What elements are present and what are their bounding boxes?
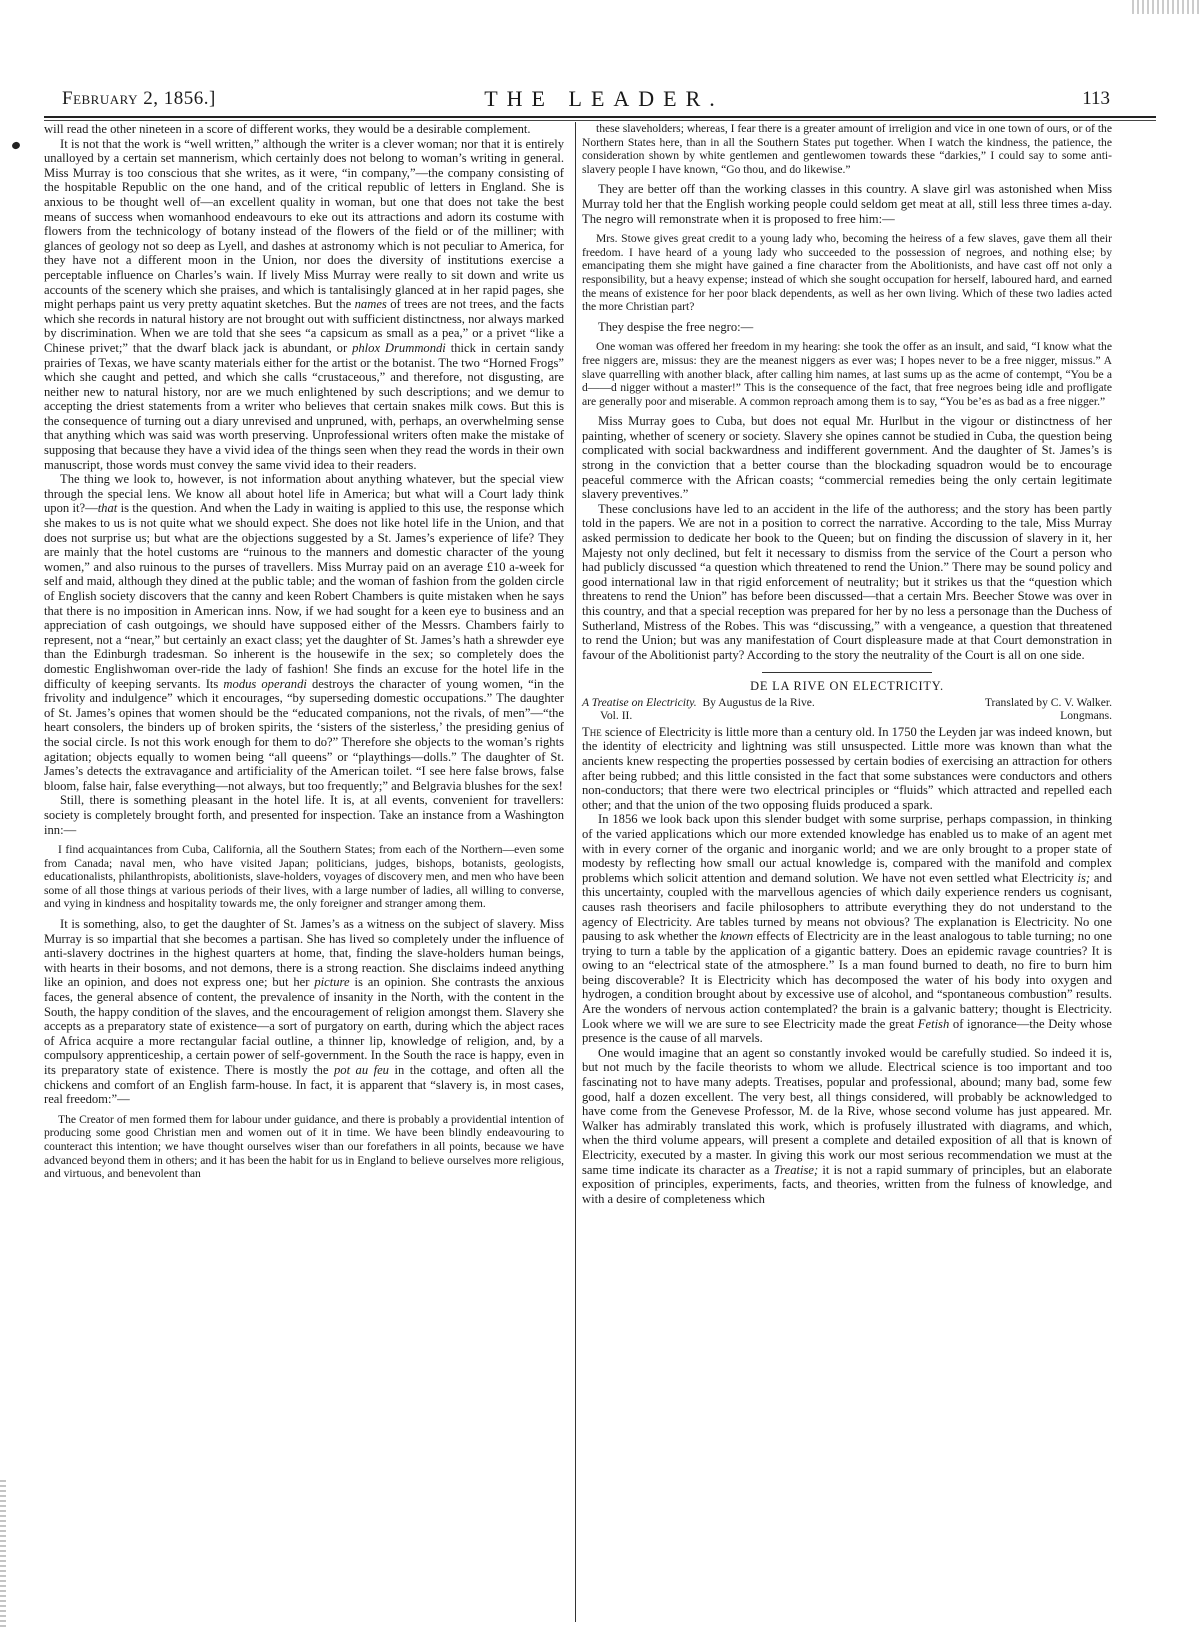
page-number: 113	[1082, 88, 1110, 109]
book-volume: Vol. II.	[600, 709, 633, 723]
book-author: By Augustus de la Rive.	[702, 695, 815, 709]
left-column	[44, 122, 564, 1187]
block-quote: I find acquaintances from Cuba, California, all the Southern States; from each of the Northern—even some from Canada; naval men, who have visited Japan; politicians, judges, bishops, botanists, geologists, educationalists, philanthropists, abolitionists, slave-holders, voyages of discovery men, and men who have been some of all those things at various periods of their lives, with a large number of ladies, all willing to converse, and vying in kindness and hospitality towards me, the only foreigner and stranger among them.	[44, 843, 564, 911]
paragraph: They despise the free negro:—	[598, 319, 754, 334]
issue-date: February 2, 1856.]	[62, 88, 216, 109]
block-quote: The Creator of men formed them for labour under guidance, and there is probably a providential intention of producing some good Christian men and women out of it in time. We have been blindly endeavouring to counteract this intention; we have thought ourselves wiser than our forefathers in all points, because we have advanced beyond them in others; and it has been the habit for us in England to believe ourselves more religious, and virtuous, and benevolent than	[44, 1112, 564, 1181]
block-quote: One woman was offered her freedom in my hearing: she took the offer as an insult, and said, “I know what the free niggers are, missus: they are the meanest niggers as ever was; I hopes never to be a free nigger, missus.” A slave quarrelling with another black, after calling him names, at last sums up as the acme of contempt, “You be a d——d nigger without a master!” This is the consequence of the fact, that free negroes being idle and profligate are generally poor and miserable. A common reproach among them is to say, “You be’es as bad as a free nigger.”	[582, 340, 1112, 408]
publication-title: THE LEADER.	[484, 86, 724, 111]
article-heading: DE LA RIVE ON ELECTRICITY.	[750, 679, 944, 694]
right-column	[582, 122, 1112, 1206]
paragraph: One would imagine that an agent so constantly invoked would be carefully studied. So indeed it is, but not much by the facile theorists to whom we allude. Electrical science is too important and too fascinating not to have many adepts. Treatises, popular and professional, abound; many bad, some few good, half a dozen excellent. The very best, all things considered, will probably be acknowledged to have come from the Genevese Professor, M. de la Rive, whose second volume has just appeared. Mr. Walker has admirably translated this work, which is profusely illustrated with diagrams, and which, when the third volume appears, will present a complete and detailed exposition of all that is known of Electricity, executed by a master. In giving this work our most serious recommendation we must at the same time indicate its character as a Treatise; it is not a rapid summary of principles, but an elaborate exposition of principles, experiments, facts, and theories, written from the fulness of knowledge, and with a desire of completeness which	[582, 1045, 1112, 1206]
paragraph: It is something, also, to get the daughter of St. James’s as a witness on the subject of slavery. Miss Murray is so impartial that she becomes a partisan. She has lived so completely under the influence of anti-slavery doctrines in the highest quarters at home, that, finding the slave-holders human beings, with hearts in their bosoms, and not demons, there is a strong reaction. She disclaims indeed anything like an opinion, and does not express one; but her picture is an opinion. She contrasts the anxious faces, the general absence of content, the prevalence of insanity in the North, with the content in the South, the happy condition of the slaves, and the encouragement of religion amongst them. Slavery she accepts as a preparatory state of existence—a sort of purgatory on earth, during which the abject races of Africa acquire a more rectangular facial outline, a thinner lip, knowledge of religion, and, by a compulsory apprenticeship, a certain power of self-government. In the South the race is happy, even in its preparatory state of existence. There is mostly the pot au feu in the cottage, and often all the chickens and comfort of an English farm-house. In fact, it is apparent that “slavery is, in most cases, real freedom:”—	[44, 917, 565, 1107]
paragraph: It is not that the work is “well written,” although the writer is a clever woman; nor that it is entirely unalloyed by a certain set mannerism, which certainly does not belong to woman’s writing in general. Miss Murray is too conscious that she writes, as it were, “in company,”—the company consisting of the hospitable Republic on the one hand, and of the critical republic of letters in England. She is anxious to be thought well of—an excellent quality in woman, but one that does not take the best means of success when womanhood endeavours to eke out its attractions and adorn its costume with flowers from the technicology of botany instead of the flowers of the field or of the milliner; with glances of geology not so deep as Lyell, and dashes at astronomy which is not peculiar to America, for they have not a different moon in the Union, nor does the diversity of institutions exercise a perceptable influence on Charles’s wain. If lively Miss Murray were really to sit down and write us accounts of the scenery which she praises, and which is tantalisingly glanced at in her rapid pages, she might perhaps paint us very pretty aquatint sketches. But the names of trees are not trees, and the facts which she records in natural history are not brought out with sufficient distinctness, nor always marked by discrimination. When we are told that she sees “a capsicum as small as a pea,” or a privet “like a Chinese privet;” that the dwarf black jack is abundant, or phlox Drummondi thick in certain sandy prairies of Texas, we have scanty materials either for the artist or the botanist. The two “Horned Frogs” which she caught and petted, and which she calls “crustaceous,” and therefore, not disgusting, are neither new to natural history, nor are we much enlightened by such descriptions; and we demur to accepting the driest statements from a writer who believes that certain snakes milk cows. But this is the consequence of turning out a diary unrevised and unpruned, with, perhaps, an overwhelming sense that anything which was said was worth preserving. Unprofessional writers often make the mistake of supposing that because they have a vivid idea of the things seen when they read the words in their own manuscript, those words must convey the same vivid idea to their readers.	[44, 136, 565, 472]
block-quote-continued: these slaveholders; whereas, I fear there is a greater amount of irreligion and vice in one town of ours, or of the Northern States here, than in all the Southern States put together. When I watch the kindness, the patience, the consideration shown by white gentlemen and gentlewomen towards these “darkies,” I could say to some anti-slavery people I have known, “Go thou, and do likewise.”	[582, 122, 1112, 176]
scan-edge-artifact	[0, 1480, 6, 1630]
paragraph: They are better off than the working classes in this country. A slave girl was astonished when Miss Murray told her that the English working people could seldom get meat at all, still less three times a-day. The negro will remonstrate when it is proposed to free him:—	[582, 182, 1112, 226]
paragraph: In 1856 we look back upon this slender budget with some surprise, perhaps compassion, in thinking of the varied applications which our more extended knowledge has enabled us to make of an agent met with in every corner of the organic and inorganic world; and we are only brought to a proper state of modesty by reflecting how small our actual knowledge is, compared with the manifold and complex problems which solicit attention and demand solution. We have not even settled what Electricity is; and this uncertainty, coupled with the marvellous agencies of which daily experience renders us cognisant, causes rash theorisers and facile philosophers to attribute everything they do not understand to the agency of Electricity. Are tables turned by means not obvious? The explanation is Electricity. No one pausing to ask whether the known effects of Electricity are in the least analogous to table turning; no one trying to turn a table by the application of a gigantic battery. Does an epidemic ravage countries? It is owing to an “electrical state of the atmosphere.” Is a man found burned to death, no fire to burn him being discoverable? It is Electricity which has decomposed the water of his body into oxygen and hydrogen, a condition brought about by excessive use of alcohol, and “spontaneous combustion” results. Are the wonders of nervous action contemplated? the brain is a galvanic battery; thought is Electricity. Look where we will we are sure to see Electricity made the great Fetish of ignorance—the Deity whose presence is the cause of all marvels.	[582, 812, 1113, 1046]
book-citation	[582, 696, 1112, 723]
column-divider	[575, 122, 576, 1622]
paragraph: These conclusions have led to an accident in the life of the authoress; and the story has been partly told in the papers. We are not in a position to correct the narrative. According to the tale, Miss Murray asked permission to dedicate her book to the Queen; but on finding the discussion of slavery in it, her Majesty not only declined, but felt it necessary to dismiss from the service of the Court a person who had publicly discussed “a question which threatened to rend the Union.” There may be sound policy and good international law in that rigid enforcement of neutrality; but it strikes us that the “question which threatens to rend the Union” has before been discussed—that a certain Mrs. Beecher Stowe was over in this country, and that a special reception was prepared for her by no less a personage than the Duchess of Sutherland, Mistress of the Robes. This was “discussing,” with a vengeance, a question that threatened to rend the Union; but was any manifestation of Court displeasure made at that Court demonstration in favour of the Abolitionist party? According to the story the neutrality of the Court is all on one side.	[582, 501, 1112, 662]
paragraph: will read the other nineteen in a score of different works, they would be a desirable complement.	[44, 122, 531, 136]
paragraph: Still, there is something pleasant in the hotel life. It is, at all events, convenient for travellers: society is completely brought forth, and presented for inspection. Take an instance from a Washington inn:—	[44, 793, 564, 837]
book-title: A Treatise on Electricity.	[582, 695, 697, 709]
ink-blot-mark	[11, 141, 21, 150]
paragraph: The science of Electricity is little more than a century old. In 1750 the Leyden jar was indeed known, but the identity of electricity and lightning was still unsuspected. Little more was known than what the ancients knew respecting the properties possessed by certain bodies of exercising an attraction for others after being rubbed; and this little consisted in the fact that some substances were conductors and others non-conductors; that there were two electrical principles or “fluids” which attracted and repelled each other; and that the union of the two opposing fluids produced a spark.	[582, 724, 1112, 812]
block-quote: Mrs. Stowe gives great credit to a young lady who, becoming the heiress of a few slaves, gave them all their freedom. I have heard of a young lady who succeeded to the possession of negroes, and nothing else; by emancipating them she might have gained a fine character from the Abolitionists, and have cast off not only a responsibility, but a heavy expense; instead of which she sought occupation for herself, laboured hard, and earned the means of existence for her poor black dependents, as well as her own living. Which of these two ladies acted the more Christian part?	[582, 232, 1112, 314]
book-translator: Translated by C. V. Walker.	[984, 695, 1112, 709]
book-publisher: Longmans.	[1060, 709, 1112, 723]
masthead	[44, 86, 1164, 116]
paragraph: The thing we look to, however, is not information about anything whatever, but the special view through the special lens. We know all about hotel life in America; but what will a Court lady think upon it?—that is the question. And when the Lady in waiting is applied to this use, the response which she makes to us is not quite what we should expect. She does not like hotel life in the Union, and that does not surprise us; but what are the objections suggested by a St. James’s experience of life? They are mainly that the hotel customs are “ruinous to the manners and domestic character of the young women,” and also ruinous to the purses of travellers. Miss Murray paid on an average £10 a-week for self and maid, although they dined at the public table; and the woman of fashion from the golden circle of English society discovers that the canny and keen Robert Chambers is quite mistaken when he says that there is no imposition in American inns. Now, if we had sought for a keen eye to business and an appreciation of cash outgoings, we should have supposed either of the Messrs. Chambers fairly to represent, not a “near,” but certainly an exact class; yet the daughter of St. James’s hath a shrewder eye than the Edinburgh tradesman. So inherent is the housewife in the sex; so completely does the domestic Englishwoman over-ride the lady of fashion! She finds an excuse for the hotel life in the difficulty of keeping servants. Its modus operandi destroys the character of young women, “in the frivolity and indulgence” which it encourages, “by superseding domestic occupations.” The daughter of St. James’s opines that women should be the “educated companions, not the rivals, of men”—“the heart consolers, the binders up of broken spirits, the ‘sisters of the sisterless,’ the presiding genius of the social circle. Is not this work enough for them to do?” Therefore she objects to the woman’s rights agitation; objects equally to women being “all queens” or “playthings—dolls.” The daughter of St. James’s detects the extravagance and artificiality of the American toilet. “I see here false brows, false bloom, false hair, false everything—not always, but too frequently;” and Belgravia blushes for the sex!	[44, 472, 564, 793]
paragraph: Miss Murray goes to Cuba, but does not equal Mr. Hurlbut in the vigour or distinctness of her painting, whether of scenery or society. Slavery she opines cannot be studied in Cuba, the question being complicated with social backwardness and indifferent government. And the daughter of St. James’s is strong in the conviction that a better course than the blockading squadron would be to encourage peaceful commerce with the African coasts; “commercial remedies being the only certain legitimate slavery preventives.”	[582, 414, 1112, 502]
header-rule	[44, 116, 1156, 121]
scan-artifact	[1132, 0, 1202, 14]
section-divider	[762, 672, 932, 673]
